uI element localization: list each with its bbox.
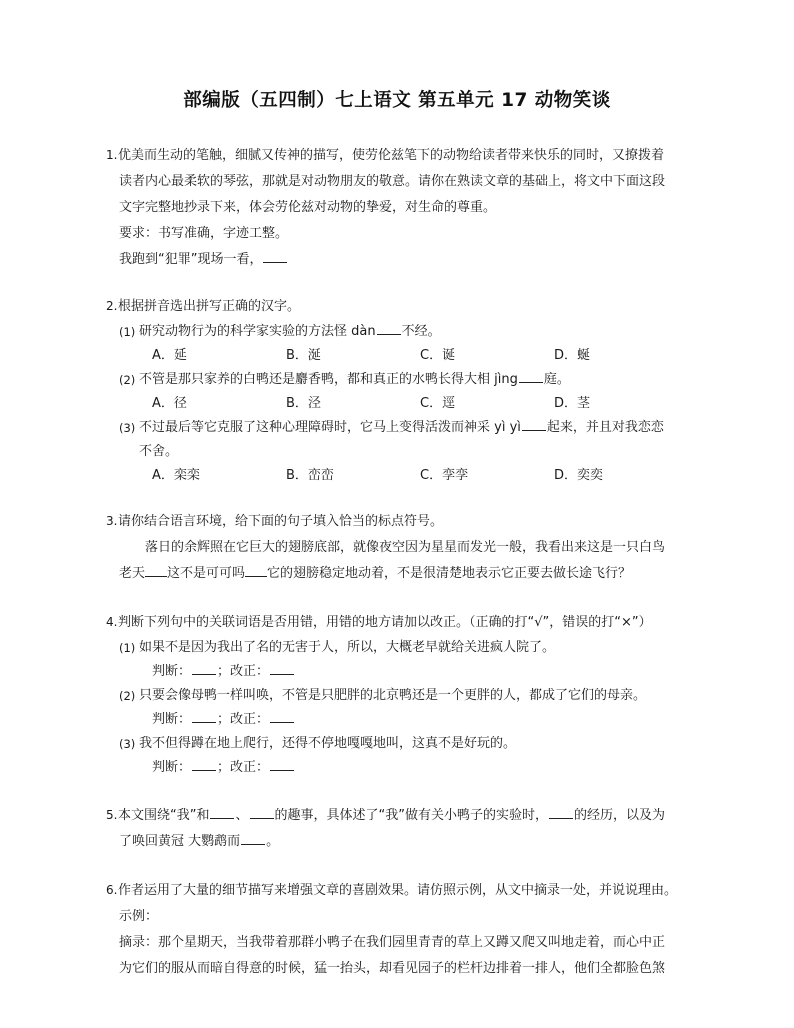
fix-label: ；改正： — [217, 760, 270, 775]
sub-question — [106, 416, 714, 464]
sub-question-text: 庭。 — [543, 372, 570, 387]
options-row — [106, 464, 714, 488]
sub-question — [106, 684, 714, 708]
option-d[interactable]: D．茎 — [554, 396, 591, 411]
sub-question-text: 起来，并且对我恋恋 — [546, 420, 664, 435]
question-3 — [106, 508, 714, 587]
option-d[interactable]: D．奕奕 — [554, 468, 604, 483]
question-number: 2. — [106, 299, 118, 313]
question-text: 、 — [235, 808, 249, 823]
page-title: 部编版（五四制）七上语文 第五单元 17 动物笑谈 — [183, 90, 611, 111]
question-text: 的趣事，具体述了“我”做有关小鸭子的实验时， — [274, 808, 548, 823]
question-text: 优美而生动的笔触，细腻又传神的描写，使劳伦兹笔下的动物给读者带来快乐的同时，又撩拨着 — [118, 148, 665, 163]
sub-question-text: 研究动物行为的科学家实验的方法怪 dàn — [139, 324, 376, 339]
question-number: 3. — [106, 514, 118, 528]
excerpt-text: 摘录：那个星期天，当我带着那群小鸭子在我们园里青青的草上又蹲又爬又叫地走着，而心中正 — [119, 935, 666, 950]
answer-blank[interactable] — [145, 564, 167, 577]
option-c[interactable]: C．诞 — [420, 348, 456, 363]
requirement-text: 要求：书写准确，字迹工整。 — [119, 226, 289, 241]
judge-blank[interactable] — [192, 758, 216, 771]
answer-blank[interactable] — [210, 806, 234, 819]
sub-question — [106, 636, 714, 660]
answer-blank[interactable] — [241, 832, 265, 845]
answer-blank[interactable] — [549, 806, 573, 819]
sub-question-number: (1) — [119, 641, 136, 655]
sub-question-number: (2) — [119, 689, 136, 703]
question-text: 文字完整地抄录下来，体会劳伦兹对动物的挚爱，对生命的尊重。 — [119, 200, 497, 215]
sub-question-number: (1) — [119, 325, 136, 339]
option-a[interactable]: A．延 — [152, 348, 187, 363]
question-number: 6. — [106, 883, 118, 897]
answer-blank[interactable] — [377, 322, 401, 335]
answer-blank[interactable] — [263, 250, 287, 263]
question-stem: 根据拼音选出拼写正确的汉字。 — [118, 299, 301, 314]
fix-blank[interactable] — [270, 710, 294, 723]
question-4 — [106, 609, 714, 780]
options-row — [106, 344, 714, 368]
answer-blank[interactable] — [519, 370, 543, 383]
options-row — [106, 392, 714, 416]
answer-prompt: 我跑到“犯罪”现场一看， — [119, 252, 263, 267]
option-c[interactable]: C．逕 — [420, 396, 456, 411]
answer-blank[interactable] — [250, 806, 274, 819]
sub-question — [106, 368, 714, 392]
sub-question-text: 不经。 — [401, 324, 441, 339]
passage-text: 它的翅膀稳定地动着，不是很清楚地表示它正要去做长途飞行？ — [267, 566, 632, 581]
fix-blank[interactable] — [270, 758, 294, 771]
sub-question — [106, 320, 714, 344]
option-a[interactable]: A．栾栾 — [152, 468, 200, 483]
question-number: 5. — [106, 808, 118, 822]
judge-label: 判断： — [152, 664, 192, 679]
fix-label: ；改正： — [217, 712, 270, 727]
sub-question-number: (3) — [119, 421, 136, 435]
judge-blank[interactable] — [192, 662, 216, 675]
excerpt-text: 为它们的服从而暗自得意的时候，猛一抬头，却看见园子的栏杆边排着一排人，他们全都脸色煞 — [119, 961, 666, 976]
question-text: 读者内心最柔软的琴弦，那就是对动物朋友的敬意。请你在熟读文章的基础上，将文中下面这段 — [119, 174, 666, 189]
judge-row — [106, 756, 714, 780]
question-text: 。 — [266, 834, 280, 849]
sub-question-number: (2) — [119, 373, 136, 387]
example-label: 示例： — [119, 909, 159, 924]
judge-label: 判断： — [152, 712, 192, 727]
sub-question-text: 不舍。 — [139, 444, 179, 459]
sub-question-text: 不过最后等它克服了这种心理障碍时，它马上变得活泼而神采 yì yì — [139, 420, 521, 435]
passage-text: 这不是可可吗 — [167, 566, 246, 581]
question-text: 了唤回黄冠 大鹦鹉而 — [119, 834, 241, 849]
judge-row — [106, 660, 714, 684]
sub-question-text: 不管是那只家养的白鸭还是麝香鸭，都和真正的水鸭长得大相 jìng — [139, 372, 518, 387]
worksheet-body — [106, 142, 714, 982]
judge-row — [106, 708, 714, 732]
option-b[interactable]: B．峦峦 — [286, 468, 334, 483]
passage-text: 落日的余辉照在它巨大的翅膀底部，就像夜空因为星星而发光一般，我看出来这是一只白鸟 — [145, 540, 666, 555]
question-stem: 作者运用了大量的细节描写来增强文章的喜剧效果。请仿照示例，从文中摘录一处，并说说理由。 — [118, 883, 678, 898]
sub-question-number: (3) — [119, 737, 136, 751]
option-c[interactable]: C．孪孪 — [420, 468, 469, 483]
question-stem: 判断下列句中的关联词语是否用错，用错的地方请加以改正。（正确的打“√”，错误的打“×”） — [118, 615, 652, 630]
judge-label: 判断： — [152, 760, 192, 775]
sub-question-text: 如果不是因为我出了名的无害于人，所以，大概老早就给关进疯人院了。 — [139, 640, 556, 655]
sub-question-text: 我不但得蹲在地上爬行，还得不停地嘎嘎地叫，这真不是好玩的。 — [139, 736, 517, 751]
option-b[interactable]: B．涎 — [286, 348, 321, 363]
fix-label: ；改正： — [217, 664, 270, 679]
option-b[interactable]: B．泾 — [286, 396, 321, 411]
answer-blank[interactable] — [245, 564, 267, 577]
question-stem: 请你结合语言环境，给下面的句子填入恰当的标点符号。 — [118, 514, 444, 529]
question-6 — [106, 877, 714, 982]
fix-blank[interactable] — [270, 662, 294, 675]
question-number: 1. — [106, 148, 118, 162]
option-d[interactable]: D．蜒 — [554, 348, 591, 363]
question-text: 的经历，以及为 — [573, 808, 665, 823]
question-number: 4. — [106, 615, 118, 629]
question-1 — [106, 142, 714, 273]
question-text: 本文围绕“我”和 — [118, 808, 210, 823]
question-5 — [106, 802, 714, 855]
passage-text: 老天 — [119, 566, 146, 581]
sub-question-text: 只要会像母鸭一样叫唤，不管是只肥胖的北京鸭还是一个更胖的人，都成了它们的母亲。 — [139, 688, 647, 703]
option-a[interactable]: A．径 — [152, 396, 187, 411]
judge-blank[interactable] — [192, 710, 216, 723]
answer-blank[interactable] — [522, 418, 546, 431]
question-2 — [106, 293, 714, 488]
sub-question — [106, 732, 714, 756]
